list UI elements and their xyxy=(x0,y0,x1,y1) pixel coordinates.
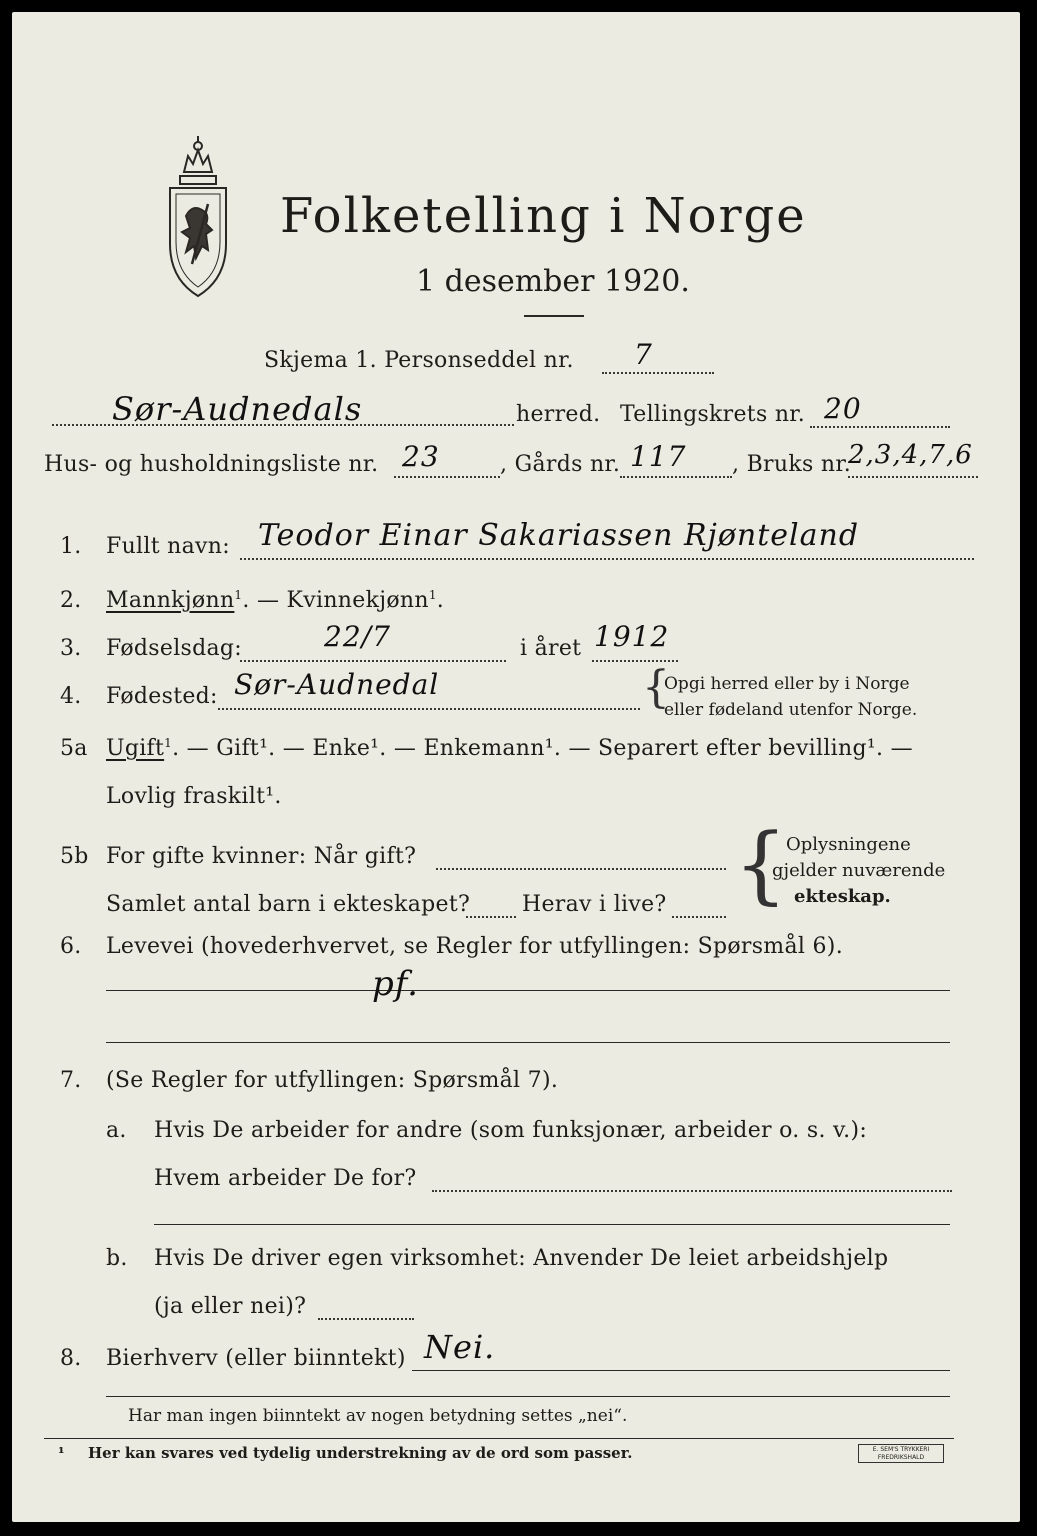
q4-label: Fødested: xyxy=(106,684,218,709)
q7b-label: Hvis De driver egen virksomhet: Anvender De leiet arbeidshjelp xyxy=(154,1246,889,1271)
husliste-label: Hus- og husholdningsliste nr. xyxy=(44,452,379,477)
personseddel-value[interactable]: 7 xyxy=(634,338,653,371)
q7b-letter: b. xyxy=(106,1246,128,1271)
q6-line-1 xyxy=(106,990,950,991)
q8-label: Bierhverv (eller biinntekt) xyxy=(106,1346,406,1371)
bruks-value[interactable]: 2,3,4,7,6 xyxy=(848,440,973,470)
q7a-label: Hvis De arbeider for andre (som funksjonær, arbeider o. s. v.): xyxy=(154,1118,868,1143)
footnote-mark: ¹ xyxy=(58,1444,65,1462)
skjema-label: Skjema 1. Personseddel nr. xyxy=(264,348,574,373)
q5b-label-3: Herav i live? xyxy=(522,892,667,917)
employer-field[interactable] xyxy=(432,1190,952,1192)
tellingskrets-dots xyxy=(810,426,950,428)
bottom-note: Har man ingen biinntekt av nogen betydning settes „nei“. xyxy=(128,1406,628,1426)
q7a-line xyxy=(154,1224,950,1225)
husliste-dots xyxy=(394,476,500,478)
title-rule xyxy=(524,315,584,317)
q7a-label-2: Hvem arbeider De for? xyxy=(154,1166,417,1191)
tellingskrets-label: Tellingskrets nr. xyxy=(620,402,805,427)
mannkjonn-option[interactable]: Mannkjønn xyxy=(106,588,235,613)
civil-status-options[interactable]: . — Gift¹. — Enke¹. — Enkemann¹. — Separert efter bevilling¹. — xyxy=(172,736,913,761)
q4-note-1: Opgi herred eller by i Norge xyxy=(664,674,910,694)
bruks-label: , Bruks nr. xyxy=(732,452,852,477)
q4-dots xyxy=(218,708,640,710)
q1-label: Fullt navn: xyxy=(106,534,230,559)
printer-stamp: E. SEM'S TRYKKERI FREDRIKSHALD xyxy=(858,1444,944,1463)
q8-number: 8. xyxy=(60,1346,82,1371)
bruks-dots xyxy=(848,476,978,478)
footnote-text: Her kan svares ved tydelig understrekning av de ord som passer. xyxy=(88,1444,633,1462)
children-count-field[interactable] xyxy=(466,916,516,918)
q8-line xyxy=(412,1370,950,1371)
occupation-value[interactable]: pf. xyxy=(372,964,419,1004)
married-when-field[interactable] xyxy=(436,868,726,870)
q5a-number: 5a xyxy=(60,736,88,761)
form-title: Folketelling i Norge xyxy=(280,188,807,244)
children-alive-field[interactable] xyxy=(672,916,726,918)
q5b-label-2: Samlet antal barn i ekteskapet? xyxy=(106,892,471,917)
q2-end: . xyxy=(436,588,445,613)
hired-help-field[interactable] xyxy=(318,1318,414,1320)
q3-year-label: i året xyxy=(520,636,582,661)
gards-value[interactable]: 117 xyxy=(630,440,687,473)
q5b-label-1: For gifte kvinner: Når gift? xyxy=(106,844,417,869)
q5b-brace: { xyxy=(734,815,788,913)
q5b-note-2: gjelder nuværende xyxy=(772,860,946,881)
lovlig-fraskilt-option[interactable]: Lovlig fraskilt¹. xyxy=(106,784,282,809)
husliste-value[interactable]: 23 xyxy=(402,440,440,473)
ugift-option[interactable]: Ugift xyxy=(106,736,165,761)
q1-dots xyxy=(240,558,974,560)
q4-brace: { xyxy=(642,662,670,713)
q6-label: Levevei (hovederhvervet, se Regler for utfyllingen: Spørsmål 6). xyxy=(106,934,843,959)
q2-options: Mannkjønn$^1$. — Kvinnekjønn$^1$. xyxy=(106,588,445,613)
q4-note-2: eller fødeland utenfor Norge. xyxy=(664,700,918,720)
q3-day-dots xyxy=(240,660,506,662)
q6-line-2 xyxy=(106,1042,950,1043)
q7a-letter: a. xyxy=(106,1118,127,1143)
q3-number: 3. xyxy=(60,636,82,661)
q2-number: 2. xyxy=(60,588,82,613)
q4-number: 4. xyxy=(60,684,82,709)
q1-number: 1. xyxy=(60,534,82,559)
side-income-value[interactable]: Nei. xyxy=(424,1328,496,1366)
q5b-number: 5b xyxy=(60,844,89,869)
q7b-label-2: (ja eller nei)? xyxy=(154,1294,307,1319)
q6-number: 6. xyxy=(60,934,82,959)
q5b-note-3: ekteskap. xyxy=(794,886,891,907)
full-name-value[interactable]: Teodor Einar Sakariassen Rjønteland xyxy=(258,518,860,553)
q7-label: (Se Regler for utfyllingen: Spørsmål 7). xyxy=(106,1068,559,1093)
footnote-rule xyxy=(44,1438,954,1439)
birthday-value[interactable]: 22/7 xyxy=(324,620,391,653)
q8-line-2 xyxy=(106,1396,950,1397)
q3-label: Fødselsdag: xyxy=(106,636,243,661)
coat-of-arms-icon xyxy=(162,134,234,304)
birthplace-value[interactable]: Sør-Audnedal xyxy=(234,668,440,701)
q5a-options: Ugift$^1$. — Gift¹. — Enke¹. — Enkemann¹. — Separert efter bevilling¹. — xyxy=(106,736,913,761)
tellingskrets-value[interactable]: 20 xyxy=(824,392,862,425)
herred-value[interactable]: Sør-Audnedals xyxy=(112,390,363,428)
kvinnekjonn-option[interactable]: . — Kvinnekjønn xyxy=(242,588,429,613)
personseddel-dots xyxy=(602,372,714,374)
census-form-page xyxy=(12,12,1020,1522)
birth-year-value[interactable]: 1912 xyxy=(594,620,670,653)
gards-dots xyxy=(620,476,732,478)
census-date: 1 desember 1920. xyxy=(416,264,690,299)
q5b-note-1: Oplysningene xyxy=(786,834,911,855)
gards-label: , Gårds nr. xyxy=(500,452,621,477)
q7-number: 7. xyxy=(60,1068,82,1093)
herred-label: herred. xyxy=(516,402,601,427)
